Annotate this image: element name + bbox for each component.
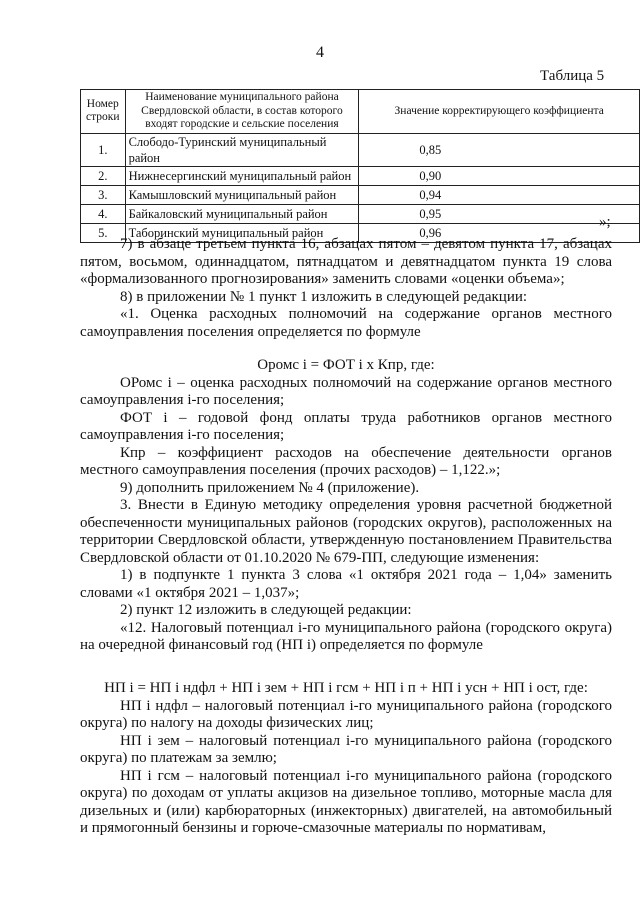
table-header-row xyxy=(81,90,640,134)
header-district-name: Наименование муниципального района Свердловской области, в состав которого входят городские и сельские поселения xyxy=(125,90,359,134)
table-row xyxy=(81,204,640,223)
table-row xyxy=(81,133,640,166)
coefficient-table xyxy=(80,89,640,243)
coefficient-value: 0,95 xyxy=(359,204,640,223)
district-name: Слободо-Туринский муниципальный район xyxy=(125,133,359,166)
paragraph-kpr-definition: Кпр – коэффициент расходов на обеспечение деятельности органов местного самоуправления поселения (прочих расходов) – 1,122.»; xyxy=(80,444,612,478)
header-coefficient: Значение корректирующего коэффициента xyxy=(359,90,640,134)
paragraph-zem-definition: НП i зем – налоговый потенциал i-го муниципального района (городского округа) по платежам за землю; xyxy=(80,732,612,766)
district-name: Камышловский муниципальный район xyxy=(125,185,359,204)
paragraph-item-7: 7) в абзаце третьем пункта 16, абзацах пятом – девятом пункта 17, абзацах пятом, восьмом, одиннадцатом, пятнадцатом и девятнадцатом пункта 19 слова «формализованного прогнозирования» заменить словами «оценки объема»; xyxy=(80,236,612,287)
row-number: 4. xyxy=(81,204,126,223)
paragraph-gsm-definition: НП i гсм – налоговый потенциал i-го муниципального района (городского округа) по доходам от уплаты акцизов на дизельное топливо, моторные масла для дизельных и (или) карбюраторных (инжекторных) двигателей, на автомобильный и прямогонный бензины и горюче-смазочные материалы по нормативам, xyxy=(80,767,612,836)
page-number: 4 xyxy=(316,44,324,61)
formula-tax-potential: НП i = НП i ндфл + НП i зем + НП i гсм + НП i п + НП i усн + НП i ост, где: xyxy=(104,680,588,696)
row-number: 3. xyxy=(81,185,126,204)
paragraph-ndfl-definition: НП i ндфл – налоговый потенциал i-го муниципального района (городского округа) по налогу на доходы физических лиц; xyxy=(80,697,612,731)
row-number: 5. xyxy=(81,223,126,242)
row-number: 1. xyxy=(81,133,126,166)
paragraph-fot-definition: ФОТ i – годовой фонд оплаты труда работников органов местного самоуправления i-го поселения; xyxy=(80,409,612,443)
table-row xyxy=(81,166,640,185)
paragraph-oroms-definition: ОРомс i – оценка расходных полномочий на содержание органов местного самоуправления i-го поселения; xyxy=(80,374,612,408)
body-part-3 xyxy=(80,680,612,838)
paragraph-item-8: 8) в приложении № 1 пункт 1 изложить в следующей редакции: xyxy=(120,288,528,305)
paragraph-subitem-2: 2) пункт 12 изложить в следующей редакции: xyxy=(120,602,412,618)
body-part-2 xyxy=(80,357,612,655)
coefficient-value: 0,96 xyxy=(359,223,640,242)
paragraph-appendix-1: «1. Оценка расходных полномочий на содержание органов местного самоуправления поселения определяется по формуле xyxy=(80,306,612,340)
table-caption: Таблица 5 xyxy=(540,68,605,84)
paragraph-item-9: 9) дополнить приложением № 4 (приложение). xyxy=(120,479,420,496)
row-number: 2. xyxy=(81,166,126,185)
coefficient-value: 0,90 xyxy=(359,166,640,185)
table-row xyxy=(81,185,640,204)
table-closing-mark: »; xyxy=(599,214,611,230)
district-name: Нижнесергинский муниципальный район xyxy=(125,166,359,185)
formula-oroms: Оромс i = ФОТ i х Кпр, где: xyxy=(257,357,435,373)
district-name: Таборинский муниципальный район xyxy=(125,223,359,242)
coefficient-value: 0,85 xyxy=(359,133,640,166)
header-row-number: Номер строки xyxy=(81,90,126,134)
paragraph-item-12: «12. Налоговый потенциал i-го муниципального района (городского округа) на очередной финансовый год (НП i) определяется по формуле xyxy=(80,619,612,653)
district-name: Байкаловский муниципальный район xyxy=(125,204,359,223)
coefficient-value: 0,94 xyxy=(359,185,640,204)
paragraph-subitem-1: 1) в подпункте 1 пункта 3 слова «1 октября 2021 года – 1,04» заменить словами «1 октября 2021 – 1,037»; xyxy=(80,567,612,601)
body-part-1 xyxy=(80,236,612,341)
paragraph-section-3: 3. Внести в Единую методику определения уровня расчетной бюджетной обеспеченности муниципальных районов (городских округов), расположенных на территории Свердловской области, утвержденную постановлением Правительства Свердловской области от 01.10.2020 № 679-ПП, следующие изменения: xyxy=(80,497,612,566)
